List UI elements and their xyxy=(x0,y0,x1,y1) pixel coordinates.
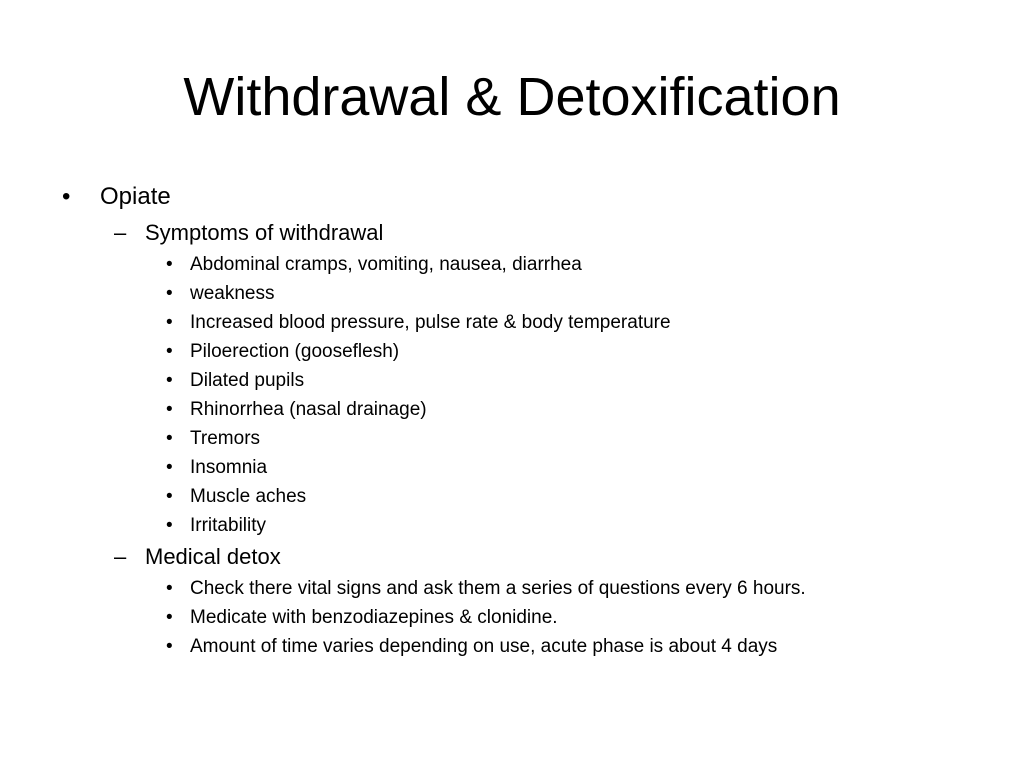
bullet-icon: • xyxy=(166,283,173,304)
list-item xyxy=(145,632,980,661)
list-item-label: Symptoms of withdrawal xyxy=(145,220,384,245)
list-item xyxy=(145,482,980,511)
dash-icon: – xyxy=(114,220,127,245)
list-item-symptoms-of-withdrawal xyxy=(100,216,980,540)
list-item-label: Irritability xyxy=(190,515,267,536)
list-item xyxy=(145,574,980,603)
list-item-label: Check there vital signs and ask them a series of questions every 6 hours. xyxy=(190,578,806,599)
list-item xyxy=(145,424,980,453)
list-item-medical-detox xyxy=(100,540,980,661)
list-item xyxy=(145,511,980,540)
list-item xyxy=(145,395,980,424)
list-item xyxy=(145,337,980,366)
bullet-icon: • xyxy=(166,428,173,449)
bullet-icon: • xyxy=(166,607,173,628)
bullet-icon: • xyxy=(166,370,173,391)
list-item-label: weakness xyxy=(190,283,275,304)
list-item xyxy=(145,308,980,337)
list-item xyxy=(145,366,980,395)
bullet-icon: • xyxy=(166,399,173,420)
list-item xyxy=(145,279,980,308)
list-item-label: Dilated pupils xyxy=(190,370,305,391)
list-item-label: Abdominal cramps, vomiting, nausea, diarrhea xyxy=(190,254,582,275)
list-item-label: Amount of time varies depending on use, acute phase is about 4 days xyxy=(190,636,778,657)
bullet-icon: • xyxy=(166,486,173,507)
bullet-icon: • xyxy=(166,636,173,657)
list-item-label: Tremors xyxy=(190,428,261,449)
list-item-label: Insomnia xyxy=(190,457,268,478)
bullet-list-level-3 xyxy=(145,250,980,540)
list-item-label: Increased blood pressure, pulse rate & body temperature xyxy=(190,312,671,333)
list-item-label: Muscle aches xyxy=(190,486,307,507)
list-item-label: Medicate with benzodiazepines & clonidine. xyxy=(190,607,558,628)
bullet-icon: • xyxy=(166,457,173,478)
list-item-opiate xyxy=(60,178,980,661)
slide-content xyxy=(60,178,980,661)
bullet-icon: • xyxy=(166,312,173,333)
list-item xyxy=(145,603,980,632)
list-item-label: Opiate xyxy=(100,183,171,210)
list-item-label: Piloerection (gooseflesh) xyxy=(190,341,400,362)
bullet-icon: • xyxy=(62,183,71,210)
list-item-label: Medical detox xyxy=(145,544,281,569)
bullet-icon: • xyxy=(166,254,173,275)
dash-icon: – xyxy=(114,544,127,569)
list-item xyxy=(145,453,980,482)
list-item-label: Rhinorrhea (nasal drainage) xyxy=(190,399,427,420)
bullet-list-level-3 xyxy=(145,574,980,661)
list-item xyxy=(145,250,980,279)
bullet-icon: • xyxy=(166,515,173,536)
bullet-list-level-1 xyxy=(60,178,980,661)
bullet-icon: • xyxy=(166,578,173,599)
bullet-list-level-2 xyxy=(100,216,980,661)
bullet-icon: • xyxy=(166,341,173,362)
slide-title: Withdrawal & Detoxification xyxy=(183,67,841,127)
